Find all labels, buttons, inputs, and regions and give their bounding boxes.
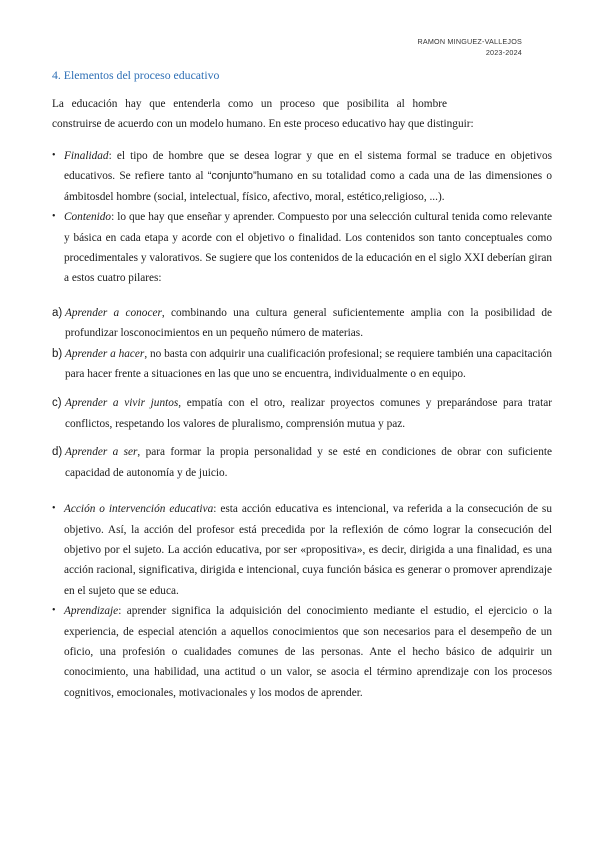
intro-line-2: construirse de acuerdo con un modelo humano. En este proceso educativo hay que distinguir: (52, 117, 474, 130)
pillar-text: , para formar la propia personalidad y se esté en condiciones de obrar con suficiente capacidad de autonomía y de juicio. (65, 446, 552, 479)
bullet-text: : esta acción educativa es intencional, va referida a la consecución de su objetivo. Así, la acción del profesor está precedida por la reflexión de cómo lograr la consecución del objetivo por el sujeto. La acción educativa, por ser «propositiva», es decir, dirigida a una finalidad, es una acción racional, significativa, dirigida e intencional, cuya función básica es generar o promover aprendizaje en el sujeto que se educa. (64, 503, 552, 597)
pillar-term: Aprender a vivir juntos (65, 397, 179, 410)
bullet-accion (52, 499, 552, 601)
pillar-letter: d) (52, 446, 63, 459)
bullet-contenido (52, 207, 552, 289)
pillar-item (52, 303, 552, 344)
pillar-item (52, 442, 552, 483)
document-body (52, 68, 552, 703)
bullet-term: Acción o intervención educativa (64, 503, 214, 516)
bullet-term: Aprendizaje (64, 605, 119, 618)
pillar-text: , no basta con adquirir una cualificación profesional; se requiere también una capacitación para hacer frente a situaciones en las que uno se encuentra, individualmente o en equipo. (65, 347, 552, 381)
intro-paragraph (52, 95, 552, 134)
academic-year: 2023-2024 (485, 48, 522, 57)
bullet-term: Contenido (64, 211, 112, 224)
bullet-finalidad (52, 146, 552, 207)
pillar-item (52, 393, 552, 434)
pillar-text: , combinando una cultura general suficientemente amplia con la posibilidad de profundizar losconocimientos en un pequeño número de materias. (65, 306, 552, 340)
bullet-aprendizaje (52, 601, 552, 703)
bullet-term: Finalidad (64, 150, 109, 162)
bullet-icon: • (52, 605, 56, 617)
quoted-word: “conjunto” (207, 170, 257, 183)
pillar-text: , empatía con el otro, realizar proyectos comunes y preparándose para tratar conflictos, respetando los valores de pluralismo, comprensión mutua y paz. (65, 397, 552, 430)
bullet-text: : aprender significa la adquisición del conocimiento mediante el estudio, el ejercicio o la experiencia, de especial atención a aquellos conocimientos que son necesarios para el desempeño de un oficio, una profesión o cualidades comunes de las personas. Ante el hecho básico de adquirir un conocimiento, una habilidad, una actitud o un valor, se asocia el término aprendizaje con los procesos cognitivos, emocionales, motivacionales y los modos de aprender. (64, 605, 552, 699)
intro-line-1: La educación hay que entenderla como un proceso que posibilita al hombre (52, 98, 447, 110)
author-name: RAMON MINGUEZ-VALLEJOS (417, 37, 522, 46)
bullet-icon: • (52, 150, 56, 161)
pillar-item (52, 344, 552, 385)
bullet-text: : el tipo de hombre que se desea lograr y que en el sistema formal se traduce en objetivos educativos. Se refiere tanto al (64, 150, 552, 183)
page-header (417, 36, 522, 58)
bullet-text: : lo que hay que enseñar y aprender. Compuesto por una selección cultural tenida como relevante y básica en cada etapa y acorde con el objetivo o finalidad. Los contenidos son tanto conceptuales como procedimentales y valorativos. Se sugiere que los contenidos de la educación en el siglo XXI deberían giran a estos cuatro pilares: (64, 211, 552, 285)
pillar-term: Aprender a ser (65, 446, 138, 459)
pillar-letter: b) (52, 347, 63, 360)
bullet-text: humano en su totalidad como a cada una de las dimensiones o ámbitosdel hombre (social, intelectual, físico, afectivo, moral, estético,religioso, ...). (64, 170, 552, 203)
pillar-term: Aprender a conocer (65, 306, 162, 319)
bullet-icon: • (52, 211, 56, 223)
pillar-term: Aprender a hacer (65, 347, 145, 360)
bullet-icon: • (52, 503, 56, 515)
pillar-letter: c) (52, 397, 62, 410)
pillar-letter: a) (52, 306, 63, 319)
section-heading: 4. Elementos del proceso educativo (52, 68, 220, 82)
